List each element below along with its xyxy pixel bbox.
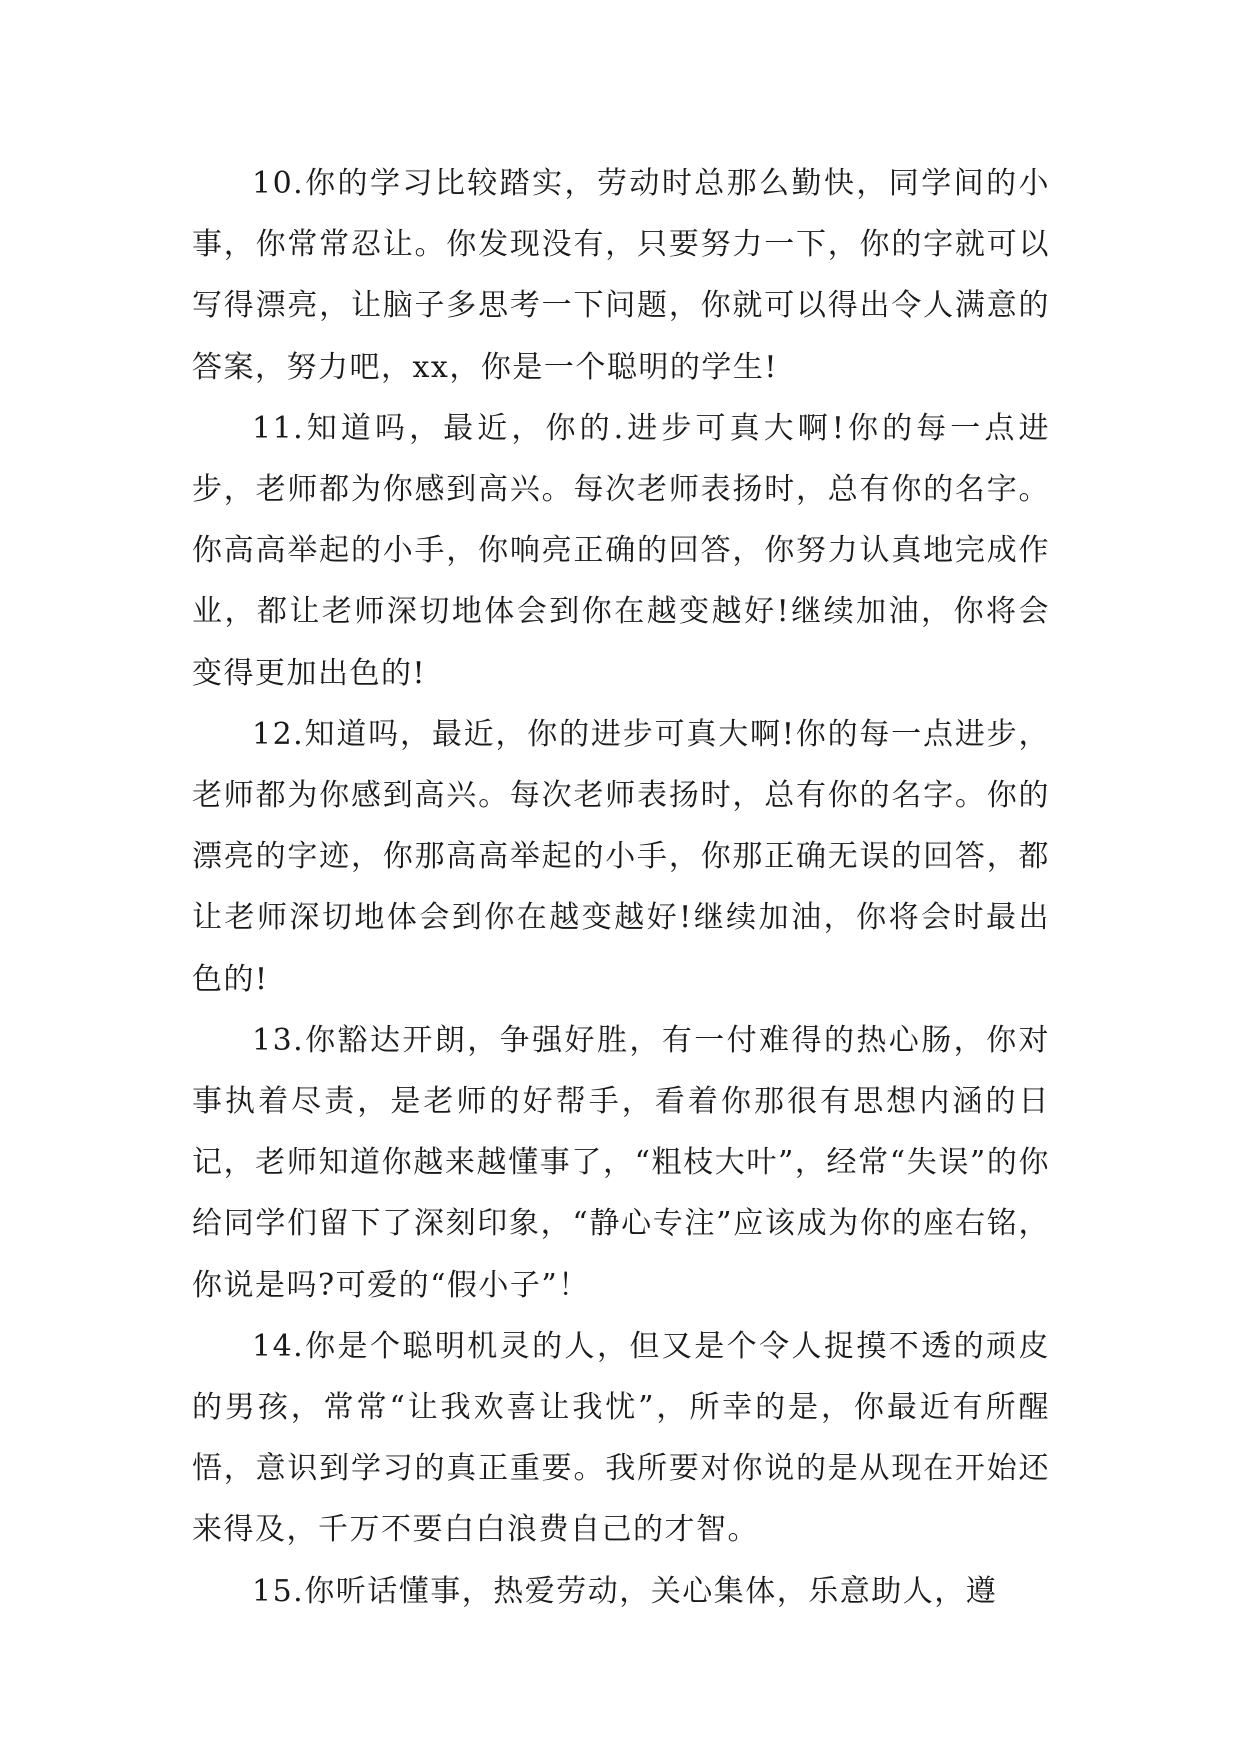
paragraph-12: 12.知道吗，最近，你的进步可真大啊!你的每一点进步，老师都为你感到高兴。每次老师表扬时，总有你的名字。你的漂亮的字迹，你那高高举起的小手，你那正确无误的回答，都让老师深切地体会到你在越变越好!继续加油，你将会时最出色的! [192,716,1050,997]
paragraph-11: 11.知道吗，最近，你的.进步可真大啊!你的每一点进步，老师都为你感到高兴。每次老师表扬时，总有你的名字。你高高举起的小手，你响亮正确的回答，你努力认真地完成作业，都让老师深切地体会到你在越变越好!继续加油，你将会变得更加出色的! [192,410,1050,691]
paragraph-10: 10.你的学习比较踏实，劳动时总那么勤快，同学间的小事，你常常忍让。你发现没有，只要努力一下，你的字就可以写得漂亮，让脑子多思考一下问题，你就可以得出令人满意的答案，努力吧，xx，你是一个聪明的学生! [192,166,1050,385]
document-body [192,153,1050,1622]
paragraph-15: 15.你听话懂事，热爱劳动，关心集体，乐意助人，遵 [252,1573,998,1609]
paragraph-13: 13.你豁达开朗，争强好胜，有一付难得的热心肠，你对事执着尽责，是老师的好帮手，看着你那很有思想内涵的日记，老师知道你越来越懂事了，“粗枝大叶”，经常“失误”的你给同学们留下了深刻印象，“静心专注”应该成为你的座右铭，你说是吗?可爱的“假小子”！ [192,1022,1050,1303]
paragraph-14: 14.你是个聪明机灵的人，但又是个令人捉摸不透的顽皮的男孩，常常“让我欢喜让我忧”，所幸的是，你最近有所醒悟，意识到学习的真正重要。我所要对你说的是从现在开始还来得及，千万不要白白浪费自己的才智。 [192,1328,1050,1548]
